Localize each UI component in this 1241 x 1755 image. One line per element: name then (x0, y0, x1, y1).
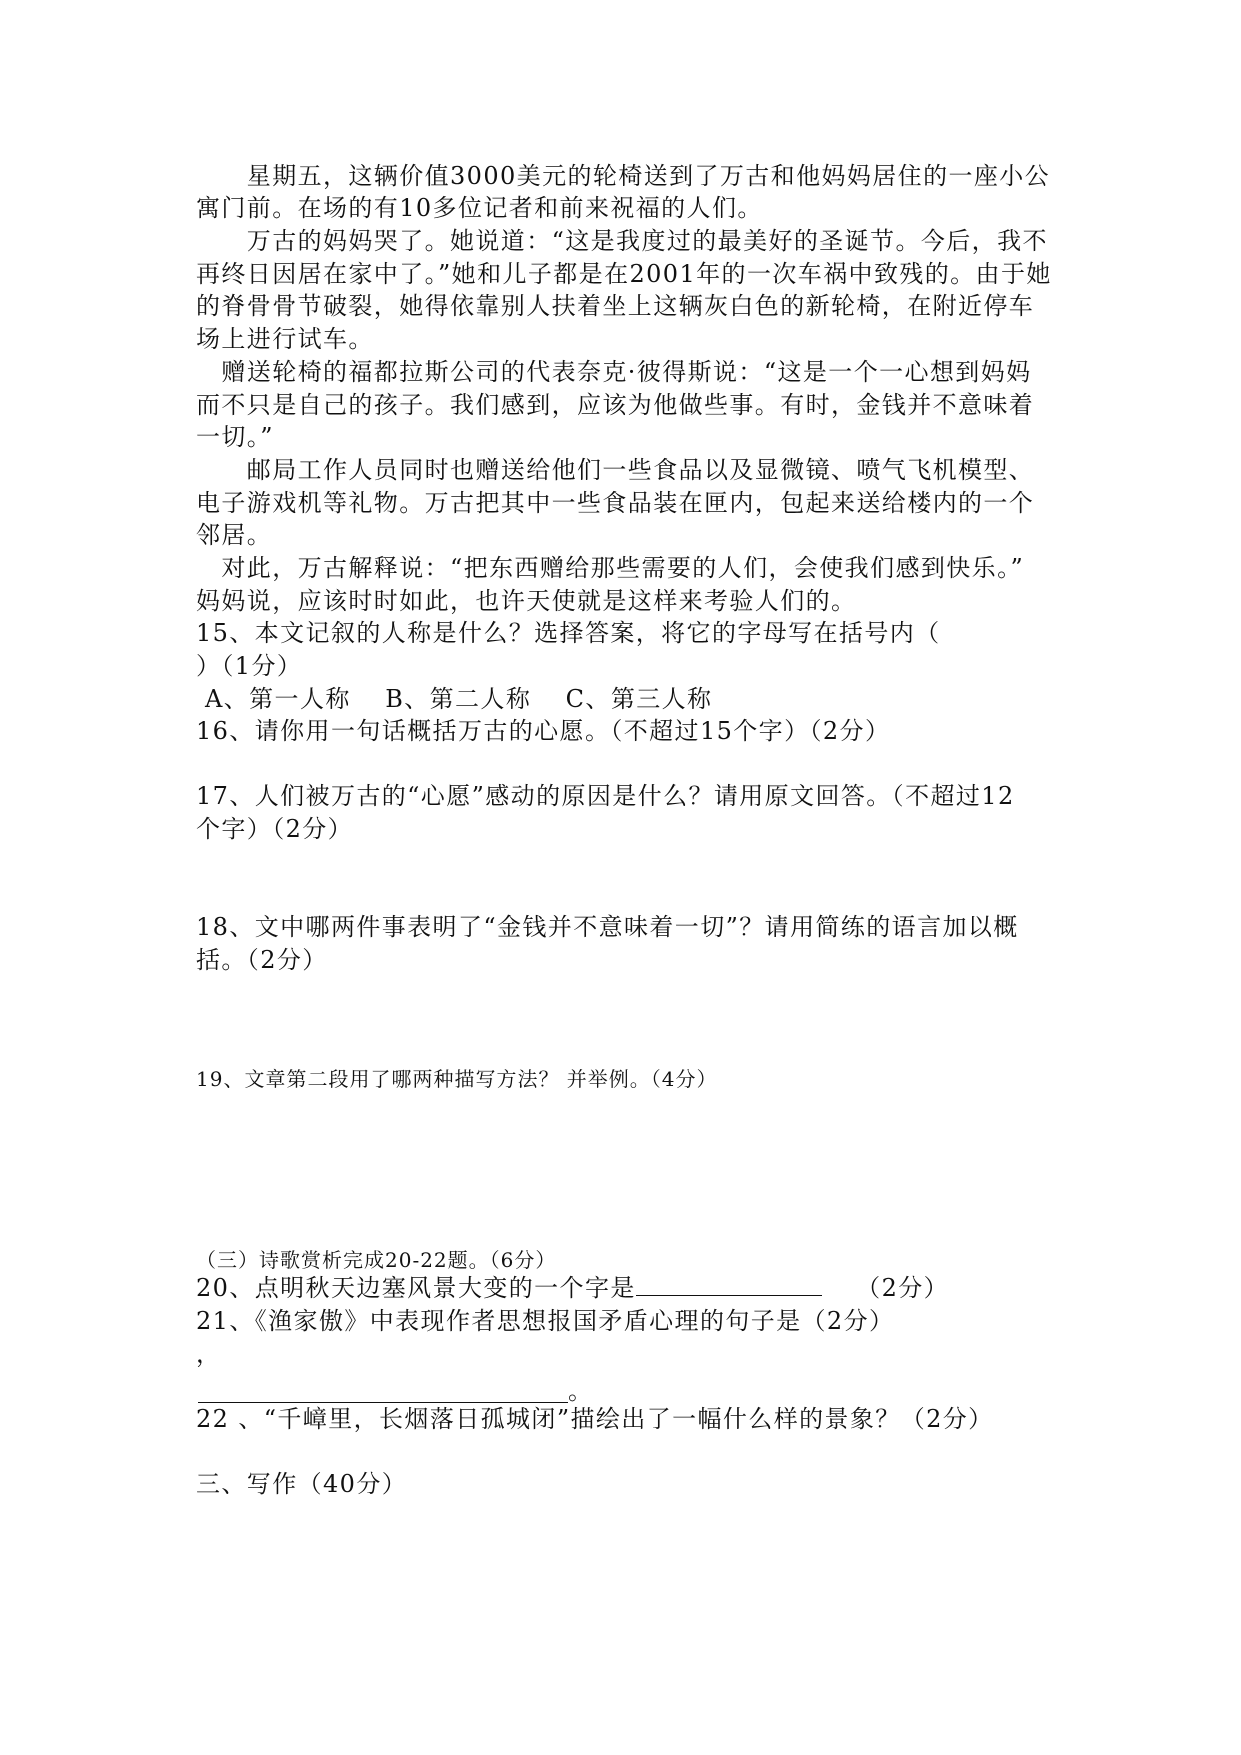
passage-line: 的脊骨骨节破裂，她得依靠别人扶着坐上这辆灰白色的新轮椅，在附近停车 (196, 292, 1035, 320)
question-20-text: 20、点明秋天边塞风景大变的一个字是 (196, 1274, 636, 1302)
question-20-score: （2分） (821, 1274, 950, 1302)
passage-line: 妈妈说，应该时时如此，也许天使就是这样来考验人们的。 (196, 587, 857, 615)
passage-line: 一切。” (196, 423, 274, 451)
question-20 (196, 1272, 949, 1304)
question-17-cont: 个字）（2分） (196, 815, 354, 843)
passage-line: 赠送轮椅的福都拉斯公司的代表奈克·彼得斯说：“这是一个一心想到妈妈 (196, 358, 1032, 386)
question-16: 16、请你用一句话概括万古的心愿。（不超过15个字）（2分） (196, 717, 891, 745)
question-15-score: ）（1分） (196, 652, 303, 680)
question-15-options: A、第一人称 B、第二人称 C、第三人称 (196, 685, 713, 713)
question-21-period: 。 (568, 1377, 594, 1405)
question-18: 18、文中哪两件事表明了“金钱并不意味着一切”？请用简练的语言加以概 (196, 913, 1019, 941)
passage-line: 邻居。 (196, 521, 273, 549)
section-3-heading: （三）诗歌赏析完成20-22题。（6分） (196, 1248, 557, 1272)
passage-line: 寓门前。在场的有10多位记者和前来祝福的人们。 (196, 194, 763, 222)
passage-line: 万古的妈妈哭了。她说道：“这是我度过的最美好的圣诞节。今后，我不 (196, 227, 1048, 255)
passage-line: 邮局工作人员同时也赠送给他们一些食品以及显微镜、喷气飞机模型、 (196, 456, 1035, 484)
question-17: 17、人们被万古的“心愿”感动的原因是什么？请用原文回答。（不超过12 (196, 782, 1015, 810)
passage-line: 星期五，这辆价值3000美元的轮椅送到了万古和他妈妈居住的一座小公 (196, 162, 1051, 190)
question-15: 15、本文记叙的人称是什么？选择答案，将它的字母写在括号内（ (196, 619, 941, 647)
question-21-comma: ， (196, 1340, 222, 1368)
passage-line: 电子游戏机等礼物。万古把其中一些食品装在匣内，包起来送给楼内的一个 (196, 489, 1035, 517)
passage-line: 再终日因居在家中了。”她和儿子都是在2001年的一次车祸中致残的。由于她 (196, 260, 1052, 288)
writing-heading: 三、写作（40分） (196, 1470, 408, 1498)
question-18-cont: 括。（2分） (196, 946, 328, 974)
answer-blank[interactable] (636, 1273, 822, 1296)
question-21: 21、《渔家傲》中表现作者思想报国矛盾心理的句子是（2分） (196, 1307, 895, 1335)
passage-line: 对此，万古解释说：“把东西赠给那些需要的人们，会使我们感到快乐。” (196, 554, 1025, 582)
question-22: 22 、“千嶂里，长烟落日孤城闭”描绘出了一幅什么样的景象？（2分） (196, 1405, 994, 1433)
passage-line: 场上进行试车。 (196, 325, 374, 353)
question-19: 19、文章第二段用了哪两种描写方法？ 并举例。（4分） (196, 1067, 718, 1091)
passage-line: 而不只是自己的孩子。我们感到，应该为他做些事。有时，金钱并不意味着 (196, 391, 1035, 419)
